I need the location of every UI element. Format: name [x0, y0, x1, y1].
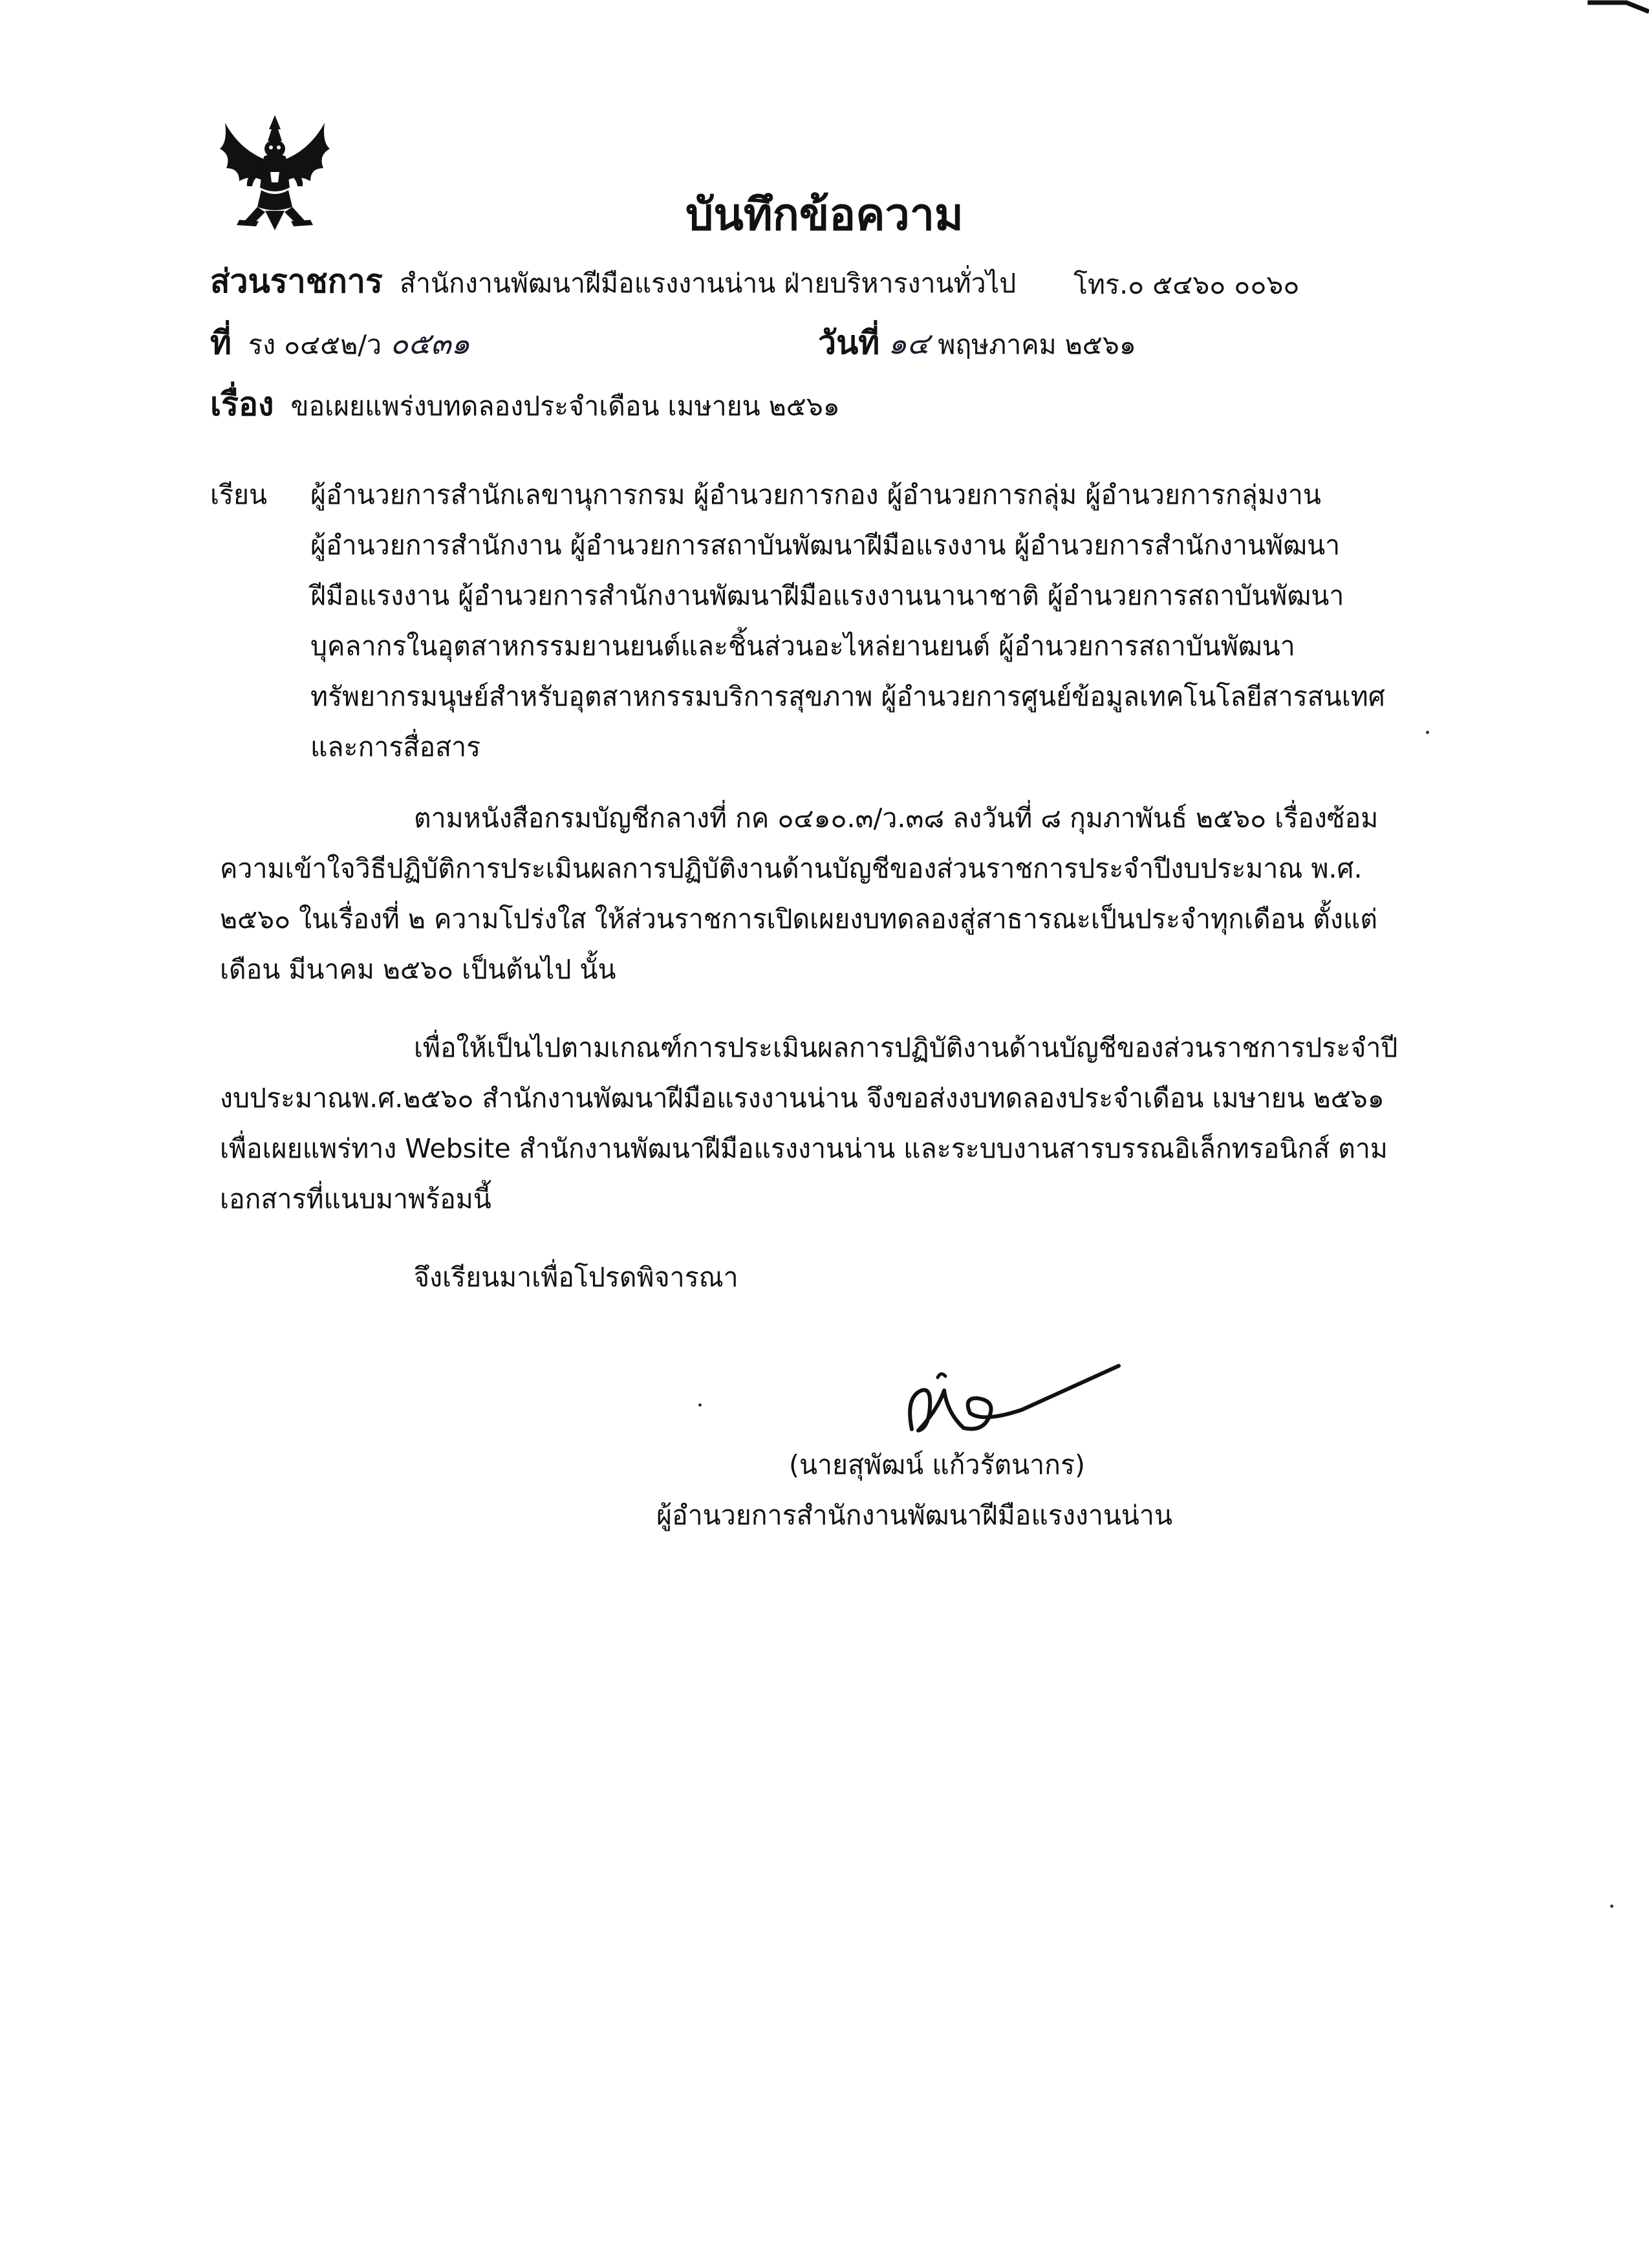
signature-icon	[892, 1352, 1132, 1449]
paragraph-1-line: ๒๕๖๐ ในเรื่องที่ ๒ ความโปร่งใส ให้ส่วนราชการเปิดเผยงบทดลองสู่สาธารณะเป็นประจำทุกเดือน ตั้งแต่	[220, 903, 1377, 934]
addressee-line: บุคลากรในอุตสาหกรรมยานยนต์และชิ้นส่วนอะไหล่ยานยนต์ ผู้อำนวยการสถาบันพัฒนา	[310, 631, 1295, 662]
subject-row	[210, 385, 840, 426]
paragraph-2-line: เอกสารที่แนบมาพร้อมนี้	[220, 1183, 491, 1215]
date-rest: พฤษภาคม ๒๕๖๑	[938, 329, 1136, 360]
addressee-line: ฝีมือแรงงาน ผู้อำนวยการสำนักงานพัฒนาฝีมือแรงงานนานาชาติ ผู้อำนวยการสถาบันพัฒนา	[310, 580, 1344, 611]
signatory-position: ผู้อำนวยการสำนักงานพัฒนาฝีมือแรงงานน่าน	[656, 1500, 1172, 1531]
paragraph-2-line: เพื่อเผยแพร่ทาง Website สำนักงานพัฒนาฝีมือแรงงานน่าน และระบบงานสารบรรณอิเล็กทรอนิกส์ ตาม	[220, 1133, 1388, 1164]
paragraph-2-line: งบประมาณพ.ศ.๒๕๖๐ สำนักงานพัฒนาฝีมือแรงงานน่าน จึงขอส่งงบทดลองประจำเดือน เมษายน ๒๕๖๑	[220, 1083, 1385, 1114]
document-title: บันทึกข้อความ	[685, 189, 964, 241]
corner-scan-mark	[1588, 0, 1649, 26]
subject-label: เรื่อง	[210, 385, 274, 423]
scan-speck	[1610, 1905, 1613, 1908]
phone-number: โทร.๐ ๕๔๖๐ ๐๐๖๐	[1073, 269, 1300, 300]
signatory-name: (นายสุพัฒน์ แก้วรัตนากร)	[789, 1449, 1086, 1480]
reference-number-handwritten: ๐๕๓๑	[390, 326, 470, 361]
agency-label: ส่วนราชการ	[210, 263, 383, 300]
reference-label: ที่	[210, 324, 232, 362]
subject-value: ขอเผยแพร่งบทดลองประจำเดือน เมษายน ๒๕๖๑	[290, 391, 840, 422]
addressee-line: ผู้อำนวยการสำนักงาน ผู้อำนวยการสถาบันพัฒนาฝีมือแรงงาน ผู้อำนวยการสำนักงานพัฒนา	[310, 530, 1341, 561]
reference-prefix: รง ๐๔๕๒/ว	[248, 329, 382, 360]
paragraph-1-line: ความเข้าใจวิธีปฏิบัติการประเมินผลการปฏิบัติงานด้านบัญชีของส่วนราชการประจำปีงบประมาณ พ.ศ.	[220, 853, 1363, 884]
agency-row	[210, 262, 1016, 303]
addressee-line: ผู้อำนวยการสำนักเลขานุการกรม ผู้อำนวยการกอง ผู้อำนวยการกลุ่ม ผู้อำนวยการกลุ่มงาน	[310, 479, 1321, 510]
scan-speck	[1426, 731, 1429, 734]
paragraph-1-line: ตามหนังสือกรมบัญชีกลางที่ กค ๐๔๑๐.๓/ว.๓๘ ลงวันที่ ๘ กุมภาพันธ์ ๒๕๖๐ เรื่องซ้อม	[414, 803, 1379, 834]
scan-speck	[698, 1403, 702, 1407]
date-day-handwritten: ๑๔	[888, 326, 930, 361]
addressee-line: และการสื่อสาร	[310, 731, 481, 762]
addressee-line: ทรัพยากรมนุษย์สำหรับอุตสาหกรรมบริการสุขภาพ ผู้อำนวยการศูนย์ข้อมูลเทคโนโลยีสารสนเทศ	[310, 681, 1385, 712]
date-row	[818, 323, 1136, 364]
date-label: วันที่	[818, 324, 880, 362]
closing-line: จึงเรียนมาเพื่อโปรดพิจารณา	[414, 1262, 738, 1293]
reference-row	[210, 323, 470, 364]
addressee-label: เรียน	[210, 479, 268, 510]
paragraph-2-line: เพื่อให้เป็นไปตามเกณฑ์การประเมินผลการปฏิบัติงานด้านบัญชีของส่วนราชการประจำปี	[414, 1032, 1398, 1063]
paragraph-1-line: เดือน มีนาคม ๒๕๖๐ เป็นต้นไป นั้น	[220, 954, 616, 985]
agency-value: สำนักงานพัฒนาฝีมือแรงงานน่าน ฝ่ายบริหารงานทั่วไป	[399, 268, 1017, 299]
